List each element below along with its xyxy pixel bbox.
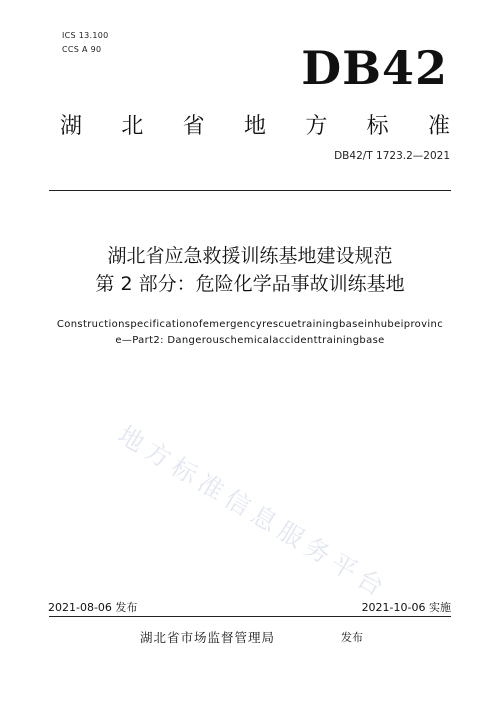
implementation-date: 2021-10-06 实施 (361, 601, 451, 614)
standard-code-logo: DB42 (301, 41, 448, 95)
standard-number: DB42/T 1723.2—2021 (334, 150, 450, 162)
ics-code: ICS 13.100 (62, 31, 109, 40)
document-title: 湖北省应急救援训练基地建设规范 (107, 245, 393, 267)
watermark-container (107, 420, 394, 605)
english-title-line-2: e—Part2: Dangerouschemicalaccidenttrainingbase (115, 335, 385, 346)
top-divider (49, 190, 451, 191)
document-subtitle: 第 2 部分：危险化学品事故训练基地 (95, 273, 405, 295)
bottom-divider (49, 616, 451, 617)
standard-type-char: 省 (182, 114, 205, 139)
ccs-code: CCS A 90 (62, 45, 102, 54)
english-title-line-1: Constructionspecificationofemergencyrescuetrainingbaseinhubeiprovinc (56, 319, 444, 330)
standard-type-char: 地 (243, 114, 266, 139)
standard-type-char: 北 (121, 114, 144, 139)
watermark-text: 地方标准信息服务平台 (113, 420, 394, 605)
standard-type-heading (60, 114, 450, 140)
standard-type-char: 标 (366, 114, 389, 139)
standard-type-char: 方 (305, 114, 328, 139)
standard-type-char: 准 (427, 114, 450, 139)
issue-date: 2021-08-06 发布 (48, 601, 138, 614)
issued-label: 发布 (341, 631, 363, 644)
issuing-authority: 湖北省市场监督管理局 (140, 630, 276, 645)
standard-type-char: 湖 (60, 114, 83, 139)
